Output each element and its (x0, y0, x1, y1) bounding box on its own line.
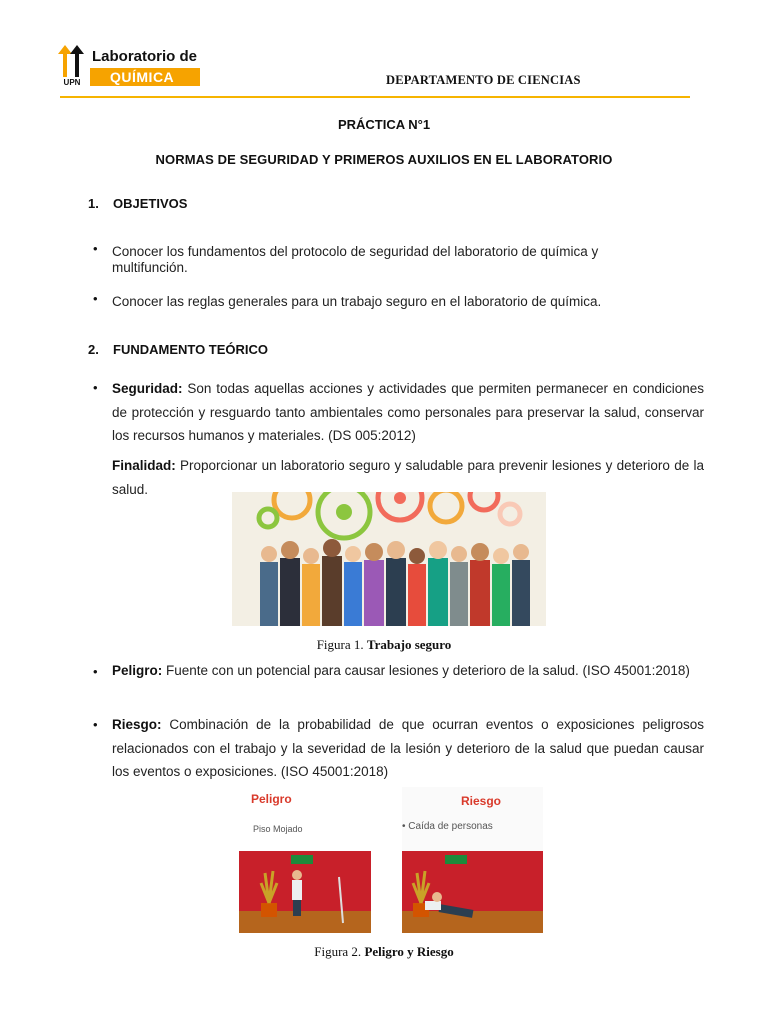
logo-title: Laboratorio de (92, 48, 198, 65)
figure2-title: Peligro y Riesgo (364, 944, 454, 959)
bullet-dot-icon: • (93, 241, 98, 256)
section-heading-fundamento (88, 342, 268, 357)
upn-logo-icon (58, 43, 86, 87)
bullet-dot-icon: • (93, 380, 98, 395)
objective-item: Conocer los fundamentos del protocolo de seguridad del laboratorio de química y multifunción. (112, 244, 599, 275)
riesgo-paragraph (112, 713, 704, 784)
section-heading-text: OBJETIVOS (113, 196, 188, 211)
seguridad-paragraph (112, 377, 704, 448)
figure2-right-sub: • Caída de personas (402, 821, 493, 832)
section-number: 1. (88, 196, 99, 211)
riesgo-text: Combinación de la probabilidad de que ocurran eventos o exposiciones peligrosos relacionados con el trabajo y la severidad de la lesión y deterioro de la salud que puedan causar los eventos o exposiciones. (ISO 45001:2018) (112, 717, 704, 779)
figure1-caption (0, 637, 768, 653)
header-divider (60, 96, 690, 98)
term-peligro: Peligro: (112, 663, 163, 678)
objective-item: Conocer las reglas generales para un trabajo seguro en el laboratorio de química. (112, 294, 602, 309)
page-title: PRÁCTICA N°1 (337, 117, 431, 132)
figure-trabajo-seguro (232, 492, 546, 626)
section-heading-text: FUNDAMENTO TEÓRICO (113, 342, 269, 357)
finalidad-text: Proporcionar un laboratorio seguro y saludable para prevenir lesiones y deterioro de la salud. (112, 458, 704, 497)
peligro-paragraph (112, 659, 704, 683)
figure-peligro-riesgo (239, 787, 543, 933)
figure2-right-title: Riesgo (461, 794, 502, 808)
term-seguridad: Seguridad: (112, 381, 183, 396)
bullet-dot-icon: • (93, 664, 98, 679)
logo-subtitle: QUÍMICA (110, 69, 175, 85)
bullet-dot-icon: • (93, 717, 98, 732)
term-riesgo: Riesgo: (112, 717, 162, 732)
figure2-left-title: Peligro (251, 792, 292, 806)
section-number: 2. (88, 342, 99, 357)
figure2-caption (0, 944, 768, 960)
department-label: DEPARTAMENTO DE CIENCIAS (386, 73, 581, 87)
figure2-left-sub: Piso Mojado (253, 824, 303, 834)
section-heading-objetivos (88, 196, 187, 211)
seguridad-text: Son todas aquellas acciones y actividades que permiten permanecer en condiciones de protección y resguardo tanto ambientales como personales para preservar la salud, conservar los recursos humanos y materiales. (DS 005:2012) (112, 381, 704, 443)
bullet-dot-icon: • (93, 291, 98, 306)
peligro-text: Fuente con un potencial para causar lesiones y deterioro de la salud. (ISO 45001:2018) (166, 663, 690, 678)
figure2-prefix: Figura 2. (314, 944, 362, 959)
figure1-prefix: Figura 1. (316, 637, 364, 652)
figure1-title: Trabajo seguro (366, 637, 452, 652)
term-finalidad: Finalidad: (112, 458, 176, 473)
logo-abbr: UPN (63, 78, 81, 87)
page-subtitle: NORMAS DE SEGURIDAD Y PRIMEROS AUXILIOS EN EL LABORATORIO (155, 152, 613, 167)
